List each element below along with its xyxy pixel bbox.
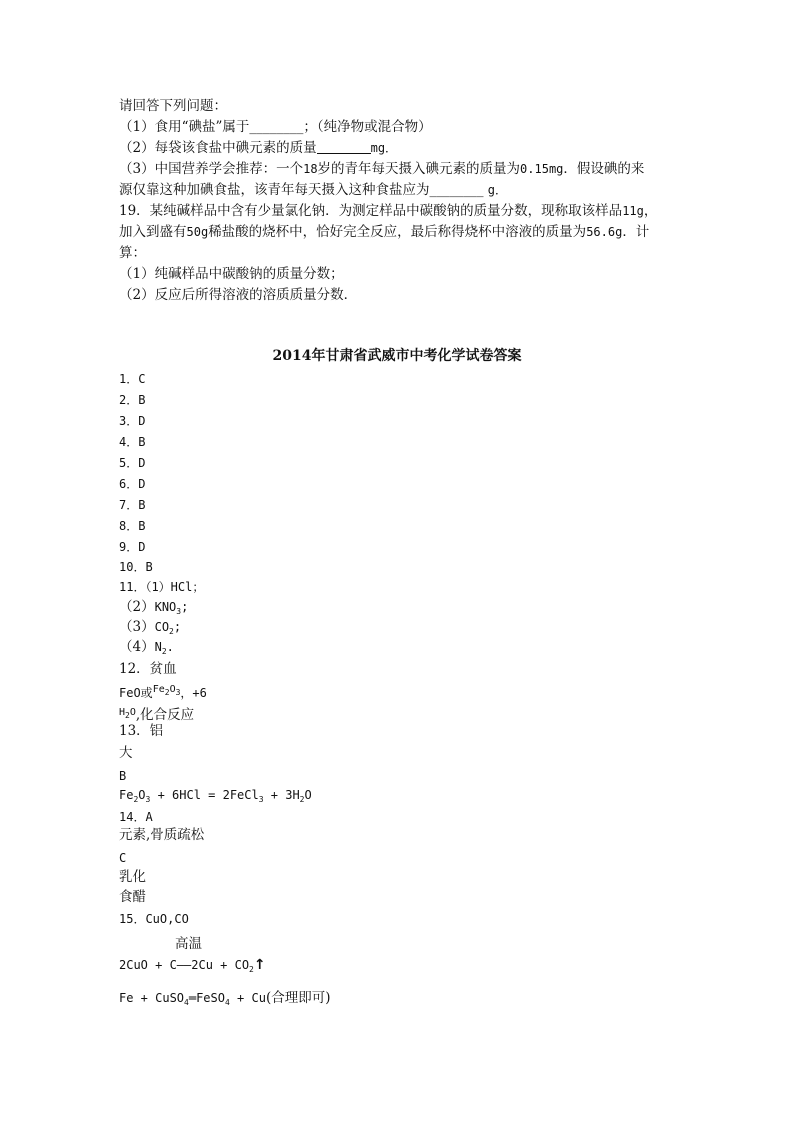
question-19-sub2: （2）反应后所得溶液的溶质质量分数． <box>119 287 358 303</box>
answer-11-4: $(4)N_2$. <box>119 639 174 656</box>
question-18-3: （3）中国营养学会推荐：一个18岁的青年每天摄入碘元素的质量为0.15mg．假设碘的来 <box>119 161 645 177</box>
reaction-condition: 高温 <box>175 936 202 952</box>
answer-13-2: 大 <box>119 745 133 761</box>
formula-kno3: $KNO_3$; <box>154 600 189 616</box>
answer-12-3: $^{H_2O}$,化合反应 <box>119 707 195 723</box>
answer-4: 4．B <box>119 435 146 449</box>
answer-15-equation-2: Fe + CuSO$_4$═FeSO$_4$ + Cu(合理即可) <box>119 990 331 1007</box>
answer-10: 10．B <box>119 560 153 574</box>
answer-7: 7．B <box>119 498 146 512</box>
question-19-sub1: （1）纯碱样品中碳酸钠的质量分数； <box>119 266 344 282</box>
answer-11-2: $(2)KNO_3$; <box>119 599 189 616</box>
intro-text: 请回答下列问题： <box>119 98 227 114</box>
answer-12-1: 12．贫血 <box>119 661 177 677</box>
answer-13-equation: $Fe_2O_3 + 6HCl$ = 2FeCl$_3$ + $3H_2O$ <box>119 788 312 804</box>
answer-14-5: 食醋 <box>119 889 146 905</box>
answer-blank <box>317 140 371 154</box>
answer-12-2: FeO或$^{Fe_2O_3}$，+6 <box>119 684 207 700</box>
answer-5: 5．D <box>119 456 146 470</box>
answer-6: 6．D <box>119 477 146 491</box>
answers-title: 2014年甘肃省武威市中考化学试卷答案 <box>272 348 522 364</box>
answer-2: 2．B <box>119 393 146 407</box>
formula-co2: $CO_2$; <box>154 620 182 636</box>
question-19: 19．某纯碱样品中含有少量氯化钠．为测定样品中碳酸钠的质量分数，现称取该样品11g， <box>119 203 658 219</box>
question-18-1: （1）食用“碘盐”属于________；（纯净物或混合物） <box>119 119 432 135</box>
formula-n2: $N_2$. <box>154 640 174 656</box>
answer-11-1: 11．（1）HCl； <box>119 580 205 594</box>
answer-15-1: 15．CuO,CO <box>119 912 189 926</box>
answer-11-3: $(3)CO_2$; <box>119 619 182 636</box>
answer-14-4: 乳化 <box>119 869 146 885</box>
question-18-3-cont: 源仅靠这种加碘食盐，该青年每天摄入这种食盐应为________ g． <box>119 182 508 198</box>
formula-h2o: H2O <box>119 707 136 720</box>
answer-15-equation-1: 2CuO + C——2Cu + $CO_2↑$ <box>119 957 266 974</box>
question-19-cont: 加入到盛有50g稀盐酸的烧杯中，恰好完全反应，最后称得烧杯中溶液的质量为56.6g．计 <box>119 224 650 240</box>
answer-9: 9．D <box>119 540 146 554</box>
answer-14-2: 元素,骨质疏松 <box>119 827 205 843</box>
formula-fe2o3: Fe2O3 <box>152 684 181 697</box>
question-19-cont2: 算： <box>119 245 146 261</box>
answer-13-3: B <box>119 769 127 783</box>
up-arrow-icon: ↑ <box>253 957 266 973</box>
question-18-2: （2）每袋该食盐中碘元素的质量 mg． <box>119 140 398 156</box>
answer-1: 1．C <box>119 372 146 386</box>
answer-3: 3．D <box>119 414 146 428</box>
answer-8: 8．B <box>119 519 146 533</box>
answer-14-3: C <box>119 851 127 865</box>
answer-14-1: 14．A <box>119 810 153 824</box>
answer-13-1: 13．铝 <box>119 723 164 739</box>
